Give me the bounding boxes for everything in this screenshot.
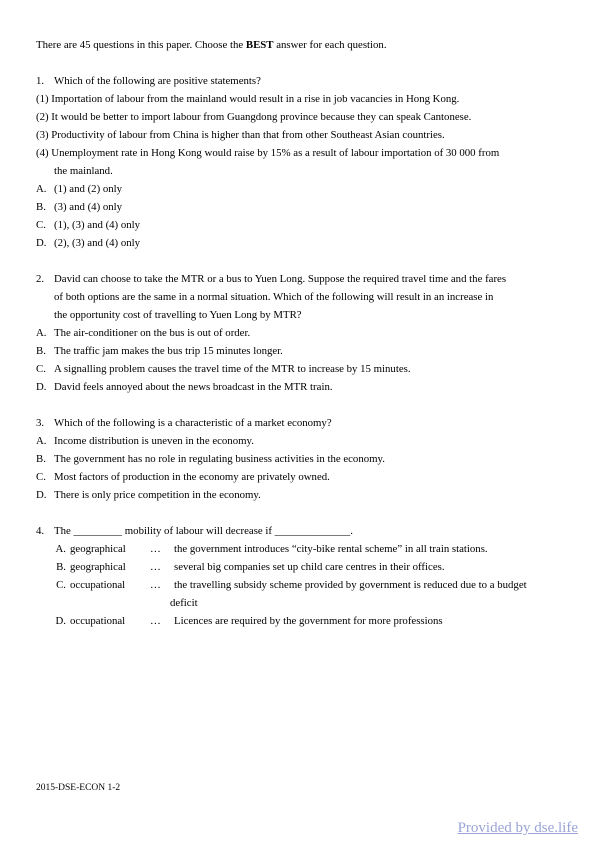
option-text: Income distribution is uneven in the economy.: [54, 435, 254, 447]
option-mobility-type: occupational: [70, 579, 126, 591]
statement-3: (3) Productivity of labour from China is higher than that from other Southeast Asian countries.: [36, 129, 445, 141]
option-label: D.: [36, 489, 47, 501]
option-text: (1) and (2) only: [54, 183, 123, 195]
question-4: [36, 522, 527, 630]
instructions-bold: BEST: [245, 39, 274, 51]
statement-4-continued: the mainland.: [54, 165, 113, 177]
question-stem-line-1: David can choose to take the MTR or a bus to Yuen Long. Suppose the required travel time and the fares: [54, 273, 507, 285]
question-3: [36, 414, 385, 504]
statement-4: (4) Unemployment rate in Hong Kong would raise by 15% as a result of labour importation of 30 000 from: [36, 147, 500, 159]
option-separator: …: [150, 543, 161, 555]
question-stem: The _________ mobility of labour will decrease if ______________.: [54, 525, 353, 537]
option-label: B.: [36, 453, 46, 465]
option-a: [36, 432, 385, 450]
option-text: the travelling subsidy scheme provided by government is reduced due to a budget: [174, 579, 527, 591]
question-2: [36, 270, 506, 396]
question-number: 1.: [36, 75, 45, 87]
option-b: [36, 450, 385, 468]
option-label: C.: [36, 471, 46, 483]
option-c: [36, 576, 527, 594]
option-d: [36, 234, 499, 252]
option-a: [36, 540, 527, 558]
option-separator: …: [150, 579, 161, 591]
option-mobility-type: occupational: [70, 615, 126, 627]
question-number: 3.: [36, 417, 45, 429]
watermark-link[interactable]: Provided by dse.life: [457, 820, 578, 836]
option-label: B.: [36, 345, 46, 357]
option-mobility-type: geographical: [70, 543, 126, 555]
option-label: A.: [36, 435, 47, 447]
option-label: A.: [36, 327, 47, 339]
option-label: D.: [55, 615, 66, 627]
statement-2: (2) It would be better to import labour from Guangdong province because they can speak Cantonese.: [36, 111, 472, 123]
option-label: D.: [36, 381, 47, 393]
option-text: (2), (3) and (4) only: [54, 237, 141, 249]
option-c: [36, 360, 506, 378]
option-text: The traffic jam makes the bus trip 15 minutes longer.: [54, 345, 283, 357]
option-separator: …: [150, 561, 161, 573]
option-text: (3) and (4) only: [54, 201, 123, 213]
question-number: 2.: [36, 273, 45, 285]
statement-1: (1) Importation of labour from the mainland would result in a rise in job vacancies in Hong Kong.: [36, 93, 460, 105]
option-text: The government has no role in regulating business activities in the economy.: [54, 453, 385, 465]
option-b: [36, 558, 527, 576]
option-label: C.: [36, 219, 46, 231]
option-d: [36, 486, 385, 504]
option-label: C.: [56, 579, 66, 591]
option-text: several big companies set up child care centres in their offices.: [174, 561, 445, 573]
question-stem: Which of the following is a characteristic of a market economy?: [54, 417, 332, 429]
option-label: A.: [36, 183, 47, 195]
instructions-post: answer for each question.: [273, 39, 387, 51]
option-a: [36, 180, 499, 198]
option-b: [36, 198, 499, 216]
question-1: [36, 72, 499, 252]
option-label: A.: [55, 543, 66, 555]
option-text: Most factors of production in the economy are privately owned.: [54, 471, 330, 483]
instructions: [36, 39, 387, 52]
option-text: (1), (3) and (4) only: [54, 219, 141, 231]
option-label: B.: [56, 561, 66, 573]
option-b: [36, 342, 506, 360]
option-separator: …: [150, 615, 161, 627]
question-number: 4.: [36, 525, 45, 537]
option-label: C.: [36, 363, 46, 375]
option-c-continued: deficit: [170, 597, 198, 609]
question-stem: Which of the following are positive statements?: [54, 75, 261, 87]
option-text: Licences are required by the government for more professions: [174, 615, 443, 627]
instructions-pre: There are 45 questions in this paper. Choose the: [36, 39, 246, 51]
option-text: The air-conditioner on the bus is out of order.: [54, 327, 251, 339]
option-a: [36, 324, 506, 342]
question-stem-line-2: of both options are the same in a normal situation. Which of the following will result in an increase in: [54, 291, 494, 303]
option-label: D.: [36, 237, 47, 249]
option-mobility-type: geographical: [70, 561, 126, 573]
option-text: David feels annoyed about the news broadcast in the MTR train.: [54, 381, 333, 393]
option-c: [36, 216, 499, 234]
page-footer: 2015-DSE-ECON 1-2: [36, 783, 121, 793]
option-d: [36, 378, 506, 396]
option-c: [36, 468, 385, 486]
question-stem-line-3: the opportunity cost of travelling to Yuen Long by MTR?: [54, 309, 302, 321]
option-label: B.: [36, 201, 46, 213]
option-d: [36, 612, 527, 630]
option-text: There is only price competition in the economy.: [54, 489, 261, 501]
option-text: A signalling problem causes the travel time of the MTR to increase by 15 minutes.: [54, 363, 411, 375]
option-text: the government introduces “city-bike rental scheme” in all train stations.: [174, 543, 488, 555]
